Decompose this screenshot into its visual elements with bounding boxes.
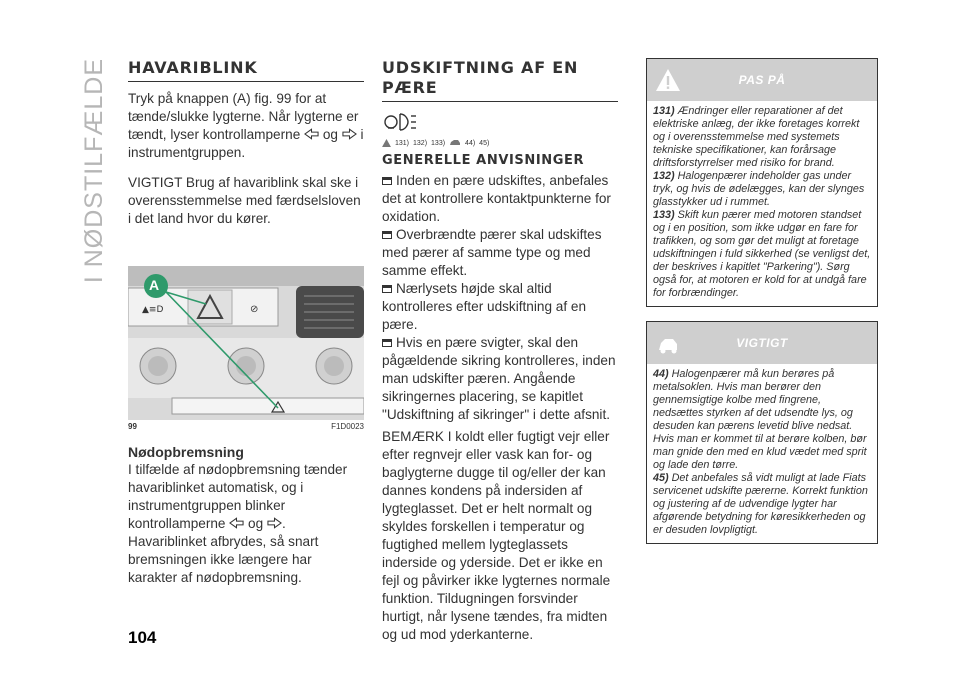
bullet-text: Overbrændte pærer skal udskiftes med pærer af samme type og med samme effekt.	[382, 227, 602, 278]
warning-title: PAS PÅ	[738, 73, 786, 87]
turn-right-indicator-icon	[267, 517, 282, 529]
important-item	[653, 368, 871, 472]
dashboard-illustration	[128, 266, 364, 420]
column-notices	[646, 58, 878, 544]
item-text: Halogenpærer må kun berøres på metalsoklen. Hvis man berører den gennemsigtige kolbe med fingrene, nedsættes styrken af det udsendte lys, og desuden kan pærens levetid blive nedsat. Hvis man er kommet til at berøre kolben, bør man gnide den med en klud vædet med sprit og lade den tørre.	[653, 368, 867, 471]
bullet-item	[382, 226, 618, 280]
turn-left-indicator-icon	[304, 128, 319, 140]
item-text: Halogenpærer indeholder gas under tryk, og hvis de ødelægges, kan der slynges glasstykker ud i rummet.	[653, 170, 865, 208]
warning-item	[653, 170, 871, 209]
hazard-paragraph-1	[128, 90, 364, 162]
hazard-text-b: i instrumentgruppen.	[128, 127, 364, 160]
title-rule	[382, 101, 618, 102]
page-number: 104	[128, 628, 157, 647]
ref-132: 132)	[413, 139, 428, 147]
important-box-header	[647, 322, 877, 364]
item-number: 44)	[653, 368, 669, 380]
warning-triangle-icon	[382, 139, 391, 147]
item-number: 131)	[653, 105, 675, 117]
warning-item	[653, 105, 871, 170]
item-number: 45)	[653, 472, 669, 484]
ref-44: 44)	[465, 139, 476, 147]
emergency-text-og: og	[248, 516, 264, 531]
turn-right-indicator-icon	[342, 128, 357, 140]
section-title-general: GENERELLE ANVISNINGER	[382, 153, 585, 168]
emergency-text-end: .	[281, 516, 286, 531]
bullet-icon	[382, 339, 392, 347]
ref-131: 131)	[395, 139, 410, 147]
emergency-braking-paragraph	[128, 461, 364, 587]
car-icon	[449, 139, 461, 147]
ref-45: 45)	[479, 139, 490, 147]
item-text: Skift kun pærer med motoren standset og i en position, som ikke udgør en fare for trafikken, og som gør det muligt at foretage udskiftningen i fuld sikkerhed (se venligst det, der beskrives i kapitlet "Parkering"). Sørg også for, at motoren er kold for at undgå fare for forbrændinger.	[653, 209, 871, 299]
figure-marker-a: A	[149, 277, 160, 293]
bulb-section-icon	[382, 110, 418, 132]
figure-caption	[128, 422, 364, 431]
item-number: 133)	[653, 209, 675, 221]
warning-box	[646, 58, 878, 307]
warning-box-body	[647, 101, 877, 306]
important-box	[646, 321, 878, 544]
dashboard-figure	[128, 266, 364, 420]
item-number: 132)	[653, 170, 675, 182]
section-title-bulb: UDSKIFTNING AF EN PÆRE	[382, 58, 579, 97]
section-title-hazard: HAVARIBLINK	[128, 58, 258, 77]
chapter-title: I NØDSTILFÆLDE	[80, 58, 108, 284]
figure-code: F1D0023	[331, 422, 364, 431]
important-box-body	[647, 364, 877, 543]
chapter-sidebar	[80, 58, 108, 284]
bullet-item	[382, 172, 618, 226]
bullet-text: Inden en pære udskiftes, anbefales det at kontrollere kontaktpunkterne for oxidation.	[382, 173, 611, 224]
title-rule	[128, 81, 364, 82]
emergency-text-a: I tilfælde af nødopbremsning tænder havariblinket automatisk, og i instrumentgruppen blinker kontrollamperne	[128, 462, 348, 531]
svg-text:▲≡D: ▲≡D	[142, 305, 164, 315]
emergency-text-b: Havariblinket afbrydes, så snart bremsningen ikke længere har karakter af nødopbremsning.	[128, 534, 319, 585]
important-title: VIGTIGT	[736, 336, 788, 350]
note-paragraph: BEMÆRK I koldt eller fugtigt vejr eller efter regnvejr eller vask kan for- og baglygterne dugge til og/eller der kan dannes kondens på indersiden af lygteglasset. Det er helt normalt og skyldes forskellen i temperatur og fugtighed mellem lygteglassets inderside og yderside. Det er ikke en fejl og påvirker ikke lygternes normale funktion. Tildugningen forsvinder hurtigt, når lysene tændes, fra midten og ud mod yderkanterne.	[382, 429, 611, 642]
hazard-paragraph-2: VIGTIGT Brug af havariblink skal ske i overensstemmelse med færdselsloven i det land hvor du kører.	[128, 175, 361, 226]
svg-text:⊘: ⊘	[250, 304, 259, 315]
bullet-item	[382, 334, 618, 424]
warning-box-header	[647, 59, 877, 101]
hazard-text-a: Tryk på knappen (A) fig. 99 for at tænde/slukke lygterne. Når lygterne er tændt, lyser kontrollamperne	[128, 91, 359, 142]
column-bulb-replacement	[382, 58, 618, 644]
important-item	[653, 472, 871, 537]
bullet-text: Nærlysets højde skal altid kontrolleres efter udskiftning af en pære.	[382, 281, 587, 332]
bullet-icon	[382, 231, 392, 239]
figure-number: 99	[128, 422, 137, 431]
item-text: Det anbefales så vidt muligt at lade Fiats servicenet udskifte pærerne. Korrekt funktion og justering af de udvendige lygter har afgørende betydning for køresikkerheden og er desuden lovpligtigt.	[653, 472, 868, 536]
hazard-text-og: og	[322, 127, 338, 142]
subsection-title-emergency-braking: Nødopbremsning	[128, 444, 244, 460]
turn-left-indicator-icon	[229, 517, 244, 529]
item-text: Ændringer eller reparationer af det elektriske anlæg, der ikke foretages korrekt og i overensstemmelse med systemets tekniske specifikationer, kan forårsage driftsforstyrrelser med risiko for brand.	[653, 105, 860, 169]
bullet-item	[382, 280, 618, 334]
column-hazard-lights	[128, 58, 364, 587]
bullet-text: Hvis en pære svigter, skal den pågældende sikring kontrolleres, inden man udskifter pæren. Angående sikringernes placering, se kapitlet "Udskiftning af sikringer" i dette afsnit.	[382, 335, 616, 422]
reference-list	[382, 139, 618, 147]
warning-item	[653, 209, 871, 300]
ref-133: 133)	[431, 139, 446, 147]
bullet-icon	[382, 177, 392, 185]
bullet-icon	[382, 285, 392, 293]
